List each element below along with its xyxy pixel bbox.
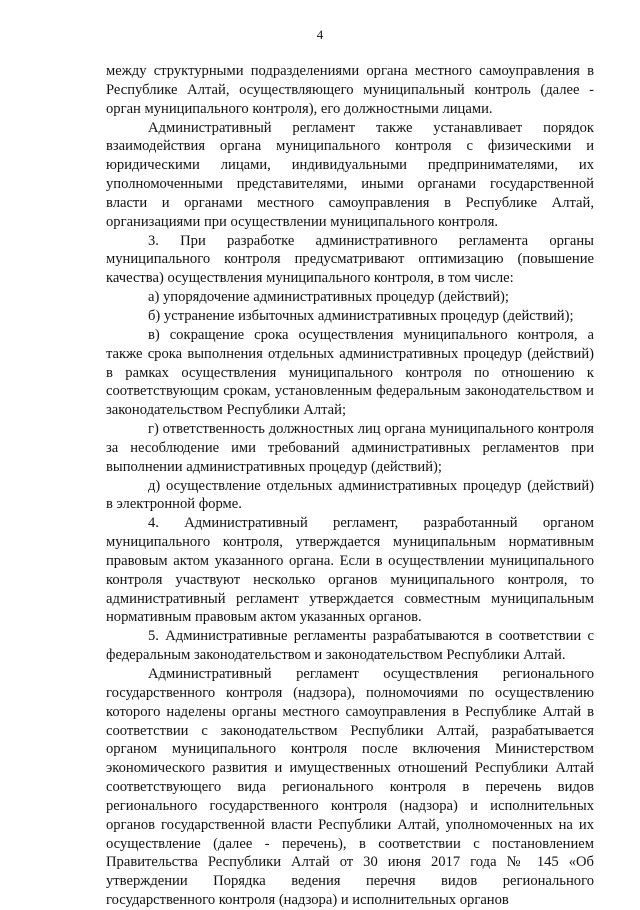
- paragraph-regulation-interaction: Административный регламент также устанавливает порядок взаимодействия органа муниципального контроля с физическими и юридическими лицами, индивидуальными предпринимателями, их уполномоченными представителями, иными органами государственной власти и органами местного самоуправления в Республике Алтай, организациями при осуществлении муниципального контроля.: [106, 119, 594, 230]
- paragraph-subitem-g: г) ответственность должностных лиц органа муниципального контроля за несоблюдение ими требований административных регламентов при выполнении административных процедур (действий);: [106, 421, 594, 475]
- page-number: 4: [316, 27, 324, 42]
- paragraph-item-5: 5. Административные регламенты разрабатываются в соответствии с федеральным законодательством и законодательством Республики Алтай.: [106, 628, 594, 664]
- paragraph-item-3: 3. При разработке административного регламента органы муниципального контроля предусматривают оптимизацию (повышение качества) осуществления муниципального контроля, в том числе:: [106, 232, 594, 287]
- paragraph-regional-control: Административный регламент осуществления регионального государственного контроля (надзора), полномочиями по осуществлению которого наделены органы местного самоуправления в Республике Алтай в соответствии с законодательством Республики Алтай, разрабатывается органом муниципального контроля после включения Министерством экономического развития и имущественных отношений Республики Алтай соответствующего вида регионального контроля в перечень видов регионального государственного контроля (надзора) и исполнительных органов государственной власти Республики Алтай, уполномоченных на их осуществление (далее - перечень), в соответствии с постановлением Правительства Республики Алтай от 30 июня 2017 года № 145 «Об утверждении Порядка ведения перечня видов регионального государственного контроля (надзора) и исполнительных органов: [106, 666, 594, 909]
- paragraph-continuation: между структурными подразделениями органа местного самоуправления в Республике Алтай, осуществляющего муниципальный контроль (далее - орган муниципального контроля), его должностными лицами.: [106, 63, 594, 117]
- paragraph-item-4: 4. Административный регламент, разработанный органом муниципального контроля, утверждается муниципальным нормативным правовым актом указанного органа. Если в осуществлении муниципального контроля участвуют несколько органов муниципального контроля, то административный регламент утверждается совместным муниципальным нормативным правовым актом указанных органов.: [106, 515, 594, 626]
- document-body: [106, 62, 594, 910]
- paragraph-subitem-a: а) упорядочение административных процедур (действий);: [148, 289, 509, 306]
- paragraph-subitem-d: д) осуществление отдельных административных процедур (действий) в электронной форме.: [106, 477, 594, 513]
- paragraph-subitem-v: в) сокращение срока осуществления муниципального контроля, а также срока выполнения отдельных административных процедур (действий) в рамках осуществления муниципального контроля по отношению к соответствующим срокам, установленным федеральным законодательством и законодательством Республики Алтай;: [106, 326, 594, 419]
- paragraph-subitem-b: б) устранение избыточных административных процедур (действий);: [148, 307, 574, 324]
